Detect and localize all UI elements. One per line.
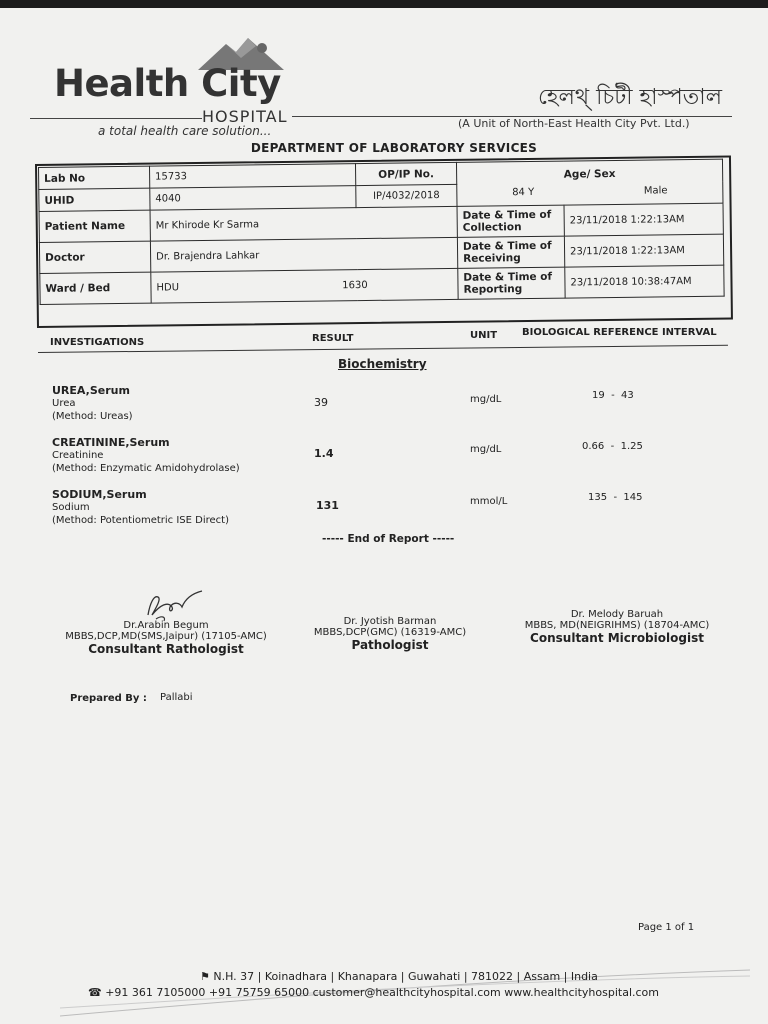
unit-note: (A Unit of North-East Health City Pvt. Ltd.) [458,117,690,130]
test-unit: mmol/L [470,496,508,507]
age-sex-cell [456,159,723,206]
test-analyte: Urea [52,398,76,409]
test-unit: mg/dL [470,444,502,455]
uhid-label: UHID [39,188,150,211]
test-row [52,384,133,423]
test-name: UREA,Serum [52,384,130,397]
logo-rule-left [30,118,202,119]
reporting-value: 23/11/2018 10:38:47AM [565,265,724,298]
receiving-value: 23/11/2018 1:22:13AM [564,234,723,267]
end-of-report: ----- End of Report ----- [322,533,455,545]
page-number: Page 1 of 1 [638,922,695,933]
department-title: DEPARTMENT OF LABORATORY SERVICES [250,141,538,155]
test-method: (Method: Ureas) [52,411,133,422]
location-pin-icon: ⚑ [200,970,210,983]
sex-value: Male [643,185,668,197]
patient-name-value: Mr Khirode Kr Sarma [150,206,457,241]
ward-value: HDU [156,281,180,294]
receiving-label: Date & Time of Receiving [457,236,564,268]
signatory-1 [60,620,272,656]
tagline: a total health care solution... [98,124,272,138]
doctor-label: Doctor [39,241,150,273]
test-range: 135 - 145 [588,492,643,503]
collection-label: Date & Time of Collection [457,205,564,237]
signatory-2 [300,616,480,652]
footer-contact[interactable]: +91 361 7105000 +91 75759 65000 customer@healthcityhospital.com www.healthcityhospital.com [105,986,659,999]
signatory-name: Dr. Jyotish Barman [343,616,437,627]
investigations-header: INVESTIGATIONS [50,337,145,348]
test-analyte: Creatinine [52,450,104,461]
test-analyte: Sodium [52,502,90,513]
reporting-label: Date & Time of Reporting [458,267,565,299]
footer-address: N.H. 37 | Koinadhara | Khanapara | Guwahati | 781022 | Assam | India [213,970,598,983]
section-title: Biochemistry [338,357,427,371]
ward-bed-cell [151,268,458,303]
test-result: 1.4 [314,447,334,460]
bengali-hospital-name: হেলথ্ চিটী হাস্পতাল [538,85,723,110]
test-method: (Method: Enzymatic Amidohydrolase) [52,463,240,474]
signatory-name: Dr. Melody Baruah [570,609,664,620]
test-unit: mg/dL [470,394,502,405]
signature-icon [138,585,208,625]
hospital-logo-title: Health City [54,62,281,105]
prepared-by-value: Pallabi [160,692,193,703]
test-result: 131 [316,499,339,512]
scan-edge [0,0,768,8]
phone-icon: ☎ [88,986,102,999]
test-range: 19 - 43 [592,390,634,401]
patient-name-label: Patient Name [39,210,150,242]
footer-contact-row [88,986,659,999]
signatory-role: Consultant Rathologist [88,642,244,656]
lab-no-label: Lab No [39,166,150,189]
test-method: (Method: Potentiometric ISE Direct) [52,515,229,526]
test-result: 39 [314,396,328,409]
patient-info-table [38,159,725,305]
prepared-by-label: Prepared By : [70,693,147,704]
signatory-role: Pathologist [351,638,429,652]
lab-no-value: 15733 [149,164,355,189]
hospital-logo-sub: HOSPITAL [202,107,288,126]
test-name: SODIUM,Serum [52,488,147,501]
test-row [52,436,240,475]
bed-value: 1630 [342,279,368,291]
unit-header: UNIT [470,330,498,341]
age-sex-label: Age/ Sex [563,167,616,181]
test-row [52,488,229,527]
test-range: 0.66 - 1.25 [582,441,643,452]
uhid-value: 4040 [150,186,356,211]
collection-value: 23/11/2018 1:22:13AM [564,203,723,236]
footer-address-row [200,970,598,983]
age-value: 84 Y [512,186,535,199]
result-header: RESULT [312,333,354,344]
signatory-3 [514,609,720,645]
ward-bed-label: Ward / Bed [40,272,151,304]
op-ip-label: OP/IP No. [355,162,456,185]
op-ip-value: IP/4032/2018 [356,184,457,207]
signatory-qualification: MBBS,DCP(GMC) (16319-AMC) [313,627,467,638]
signatory-qualification: MBBS,DCP,MD(SMS,Jaipur) (17105-AMC) [65,631,267,642]
doctor-value: Dr. Brajendra Lahkar [150,237,457,272]
signatory-role: Consultant Microbiologist [530,631,704,645]
signatory-name: Dr.Arabin Begum [123,620,209,631]
test-name: CREATININE,Serum [52,436,170,449]
reference-header: BIOLOGICAL REFERENCE INTERVAL [522,327,717,338]
signatory-qualification: MBBS, MD(NEIGRIHMS) (18704-AMC) [524,620,710,631]
